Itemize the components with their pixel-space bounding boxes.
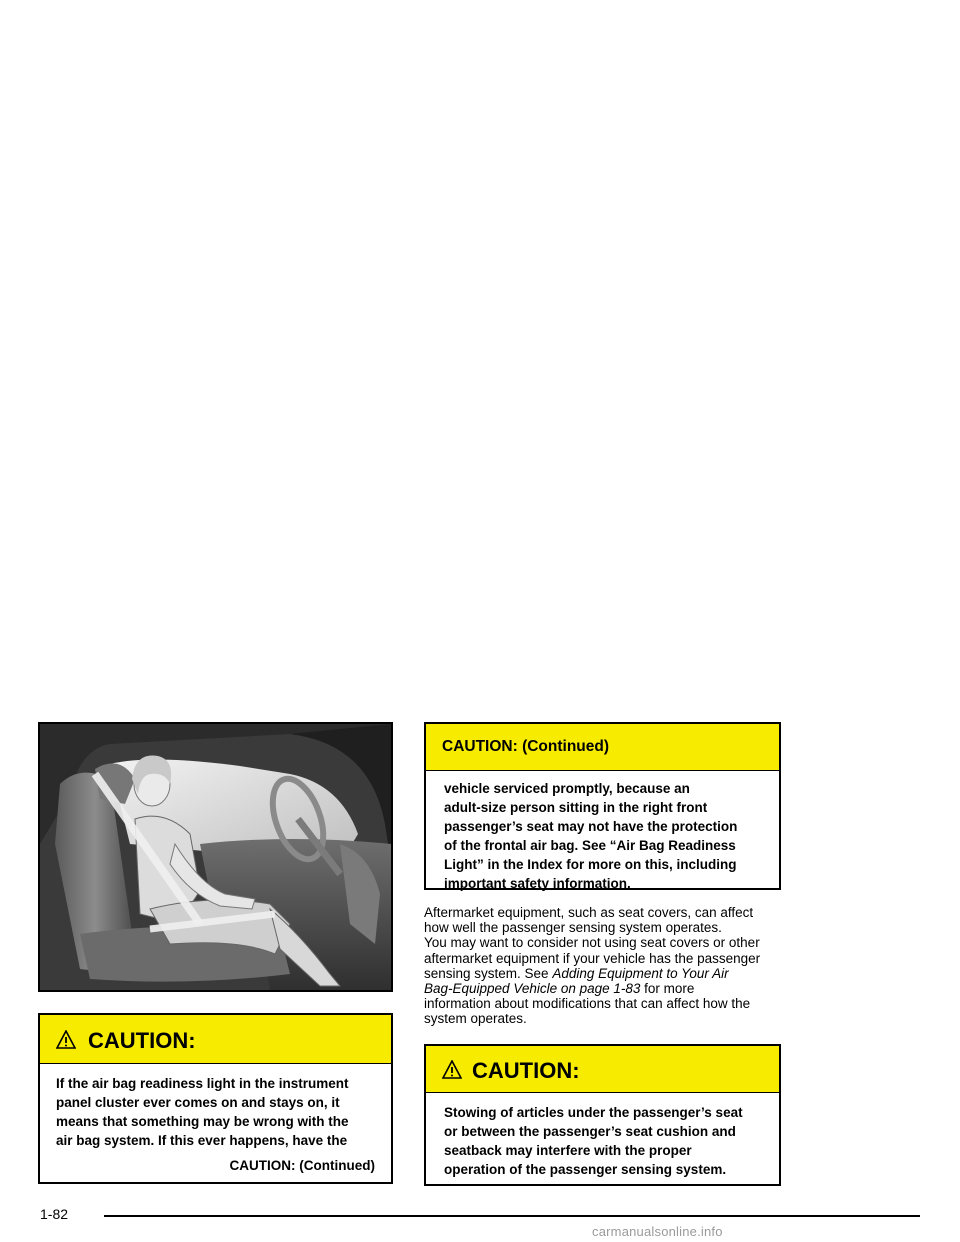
caution-line: vehicle serviced promptly, because an — [444, 781, 690, 796]
caution-line: seatback may interfere with the proper — [444, 1143, 692, 1158]
caution-box-readiness-light — [38, 1013, 393, 1184]
body-text — [424, 905, 784, 1027]
caution-header — [426, 1046, 779, 1093]
text-line: You may want to consider not using seat covers or other — [424, 935, 760, 951]
caution-text — [426, 1093, 779, 1179]
caution-header — [40, 1015, 391, 1064]
text-line: Aftermarket equipment, such as seat covers, can affect — [424, 905, 754, 920]
watermark-text: carmanualsonline.info — [592, 1224, 723, 1239]
paragraph-aftermarket — [424, 905, 784, 1027]
caution-line: Light” in the Index for more on this, including — [444, 857, 737, 872]
text-line: sensing system. See — [424, 965, 553, 981]
caution-box-continued — [424, 722, 781, 890]
illustration-passenger-seat — [38, 722, 393, 992]
caution-text — [426, 771, 779, 893]
caution-line: passenger’s seat may not have the protection — [444, 819, 738, 834]
caution-line: adult-size person sitting in the right front — [444, 800, 708, 815]
passenger-illustration-svg — [40, 724, 391, 990]
warning-triangle-icon — [442, 1060, 462, 1080]
caution-line: Stowing of articles under the passenger’s seat — [444, 1105, 743, 1120]
caution-title: CAUTION: (Continued) — [442, 738, 610, 755]
warning-triangle-icon — [56, 1030, 76, 1050]
footer-rule — [104, 1215, 920, 1217]
caution-line: or between the passenger’s seat cushion and — [444, 1124, 736, 1139]
caution-line: means that something may be wrong with the — [56, 1114, 349, 1129]
caution-box-stowing — [424, 1044, 781, 1186]
text-line: how well the passenger sensing system operates. — [424, 920, 722, 936]
text-line: information about modifications that can affect how the — [424, 996, 751, 1012]
text-line: system operates. — [424, 1011, 527, 1027]
cross-reference-link[interactable]: Bag-Equipped Vehicle on page 1-83 — [424, 981, 641, 997]
caution-line: air bag system. If this ever happens, have the — [56, 1133, 348, 1148]
caution-line: operation of the passenger sensing system. — [444, 1162, 727, 1177]
text-line: for more — [640, 981, 695, 997]
caution-title: CAUTION: — [472, 1058, 580, 1083]
text-line: aftermarket equipment if your vehicle has the passenger — [424, 950, 761, 966]
caution-line: panel cluster ever comes on and stays on, it — [56, 1095, 340, 1110]
caution-continued-label: CAUTION: (Continued) — [229, 1158, 375, 1173]
caution-line: of the frontal air bag. See “Air Bag Readiness — [444, 838, 736, 853]
caution-title: CAUTION: — [88, 1028, 196, 1053]
caution-header — [426, 724, 779, 771]
page-number: 1-82 — [40, 1206, 69, 1222]
caution-line: important safety information. — [444, 876, 631, 891]
cross-reference-link[interactable]: Adding Equipment to Your Air — [552, 965, 729, 981]
caution-line: If the air bag readiness light in the instrument — [56, 1076, 349, 1091]
caution-text — [40, 1064, 391, 1175]
